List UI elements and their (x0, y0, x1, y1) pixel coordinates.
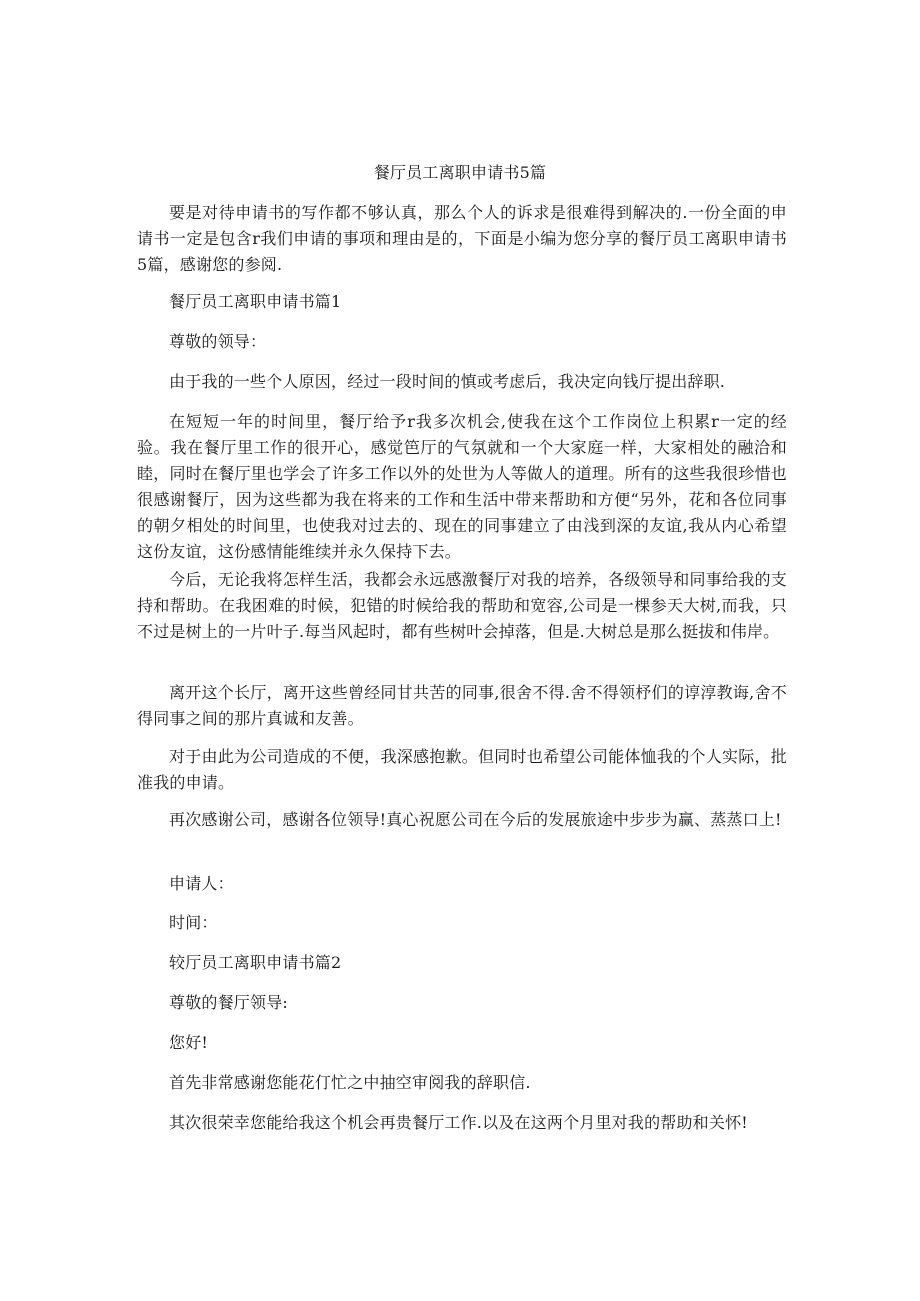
letter1-paragraph-3: 今后，无论我将怎样生活，我都会永远感激餐厅对我的培养，各级领导和同事给我的支持和帮助。在我困难的时候，犯错的时候给我的帮助和宽容,公司是一棵参天大树,而我，只不过是树上的一片叶子.每当风起时，都有些树叶会掉落，但是.大树总是那么挺拔和伟岸。 (137, 570, 787, 641)
letter1-salutation: 尊敬的领导： (169, 332, 267, 351)
letter2-salutation: 尊敬的餐厅领导: (169, 993, 288, 1012)
letter2-greeting: 您好! (169, 1033, 209, 1052)
letter1-date: 时间： (169, 913, 218, 932)
letter1-paragraph-6: 再次感谢公司，感谢各位领导!真心祝愿公司在今后的发展旅途中步步为赢、蒸蒸口上! (169, 810, 782, 829)
letter1-paragraph-4: 离开这个长厅，离开这些曾经同甘共苦的同事,很舍不得.舍不得领杼们的谆淳教诲,舍不得同事之间的那片真诚和友善。 (137, 683, 787, 728)
letter1-applicant: 申请人： (169, 874, 234, 893)
letter1-paragraph-1: 由于我的一些个人原因，经过一段时间的慎或考虑后，我决定向钱厅提出辞职. (169, 372, 726, 391)
letter2-paragraph-2: 其次很荣幸您能给我这个机会再贵餐厅工作.以及在这两个月里对我的帮助和关怀! (169, 1113, 748, 1132)
document-title: 餐厅员工离职申请书5篇 (373, 163, 547, 182)
letter2-paragraph-1: 首先非常感谢您能花仃忙之中抽空审阅我的辞职信. (169, 1073, 531, 1092)
letter1-heading: 餐厅员工离职申请书篇1 (169, 292, 342, 311)
letter1-paragraph-2: 在短短一年的时间里，餐厅给予r我多次机会,使我在这个工作岗位上积累r一定的经验。我在餐厅里工作的很开心，感觉笆厅的气氛就和一个大家庭一样，大家相处的融洽和睦，同时在餐厅里也学会了许多工作以外的处世为人等做人的道理。所有的这些我很珍惜也很感谢餐厅，因为这些都为我在将来的工作和生活中带来帮助和方便“另外，花和各位同事的朝夕相处的时间里，也使我对过去的、现在的同事建立了由浅到深的友谊,我从内心希望这份友谊，这份感情能维续并永久保持下去。 (137, 412, 787, 561)
letter1-paragraph-5: 对于由此为公司造成的不便，我深感抱歉。但同时也希望公司能体恤我的个人实际，批准我的申请。 (137, 747, 787, 792)
intro-paragraph: 要是对待申请书的写作都不够认真，那么个人的诉求是很难得到解决的.一份全面的申请书一定是包含r我们申请的事项和理由是的，下面是小编为您分享的餐厅员工离职申请书5篇，感谢您的参阅. (137, 203, 787, 274)
letter2-heading: 较厅员工离职申请书篇2 (169, 953, 342, 972)
